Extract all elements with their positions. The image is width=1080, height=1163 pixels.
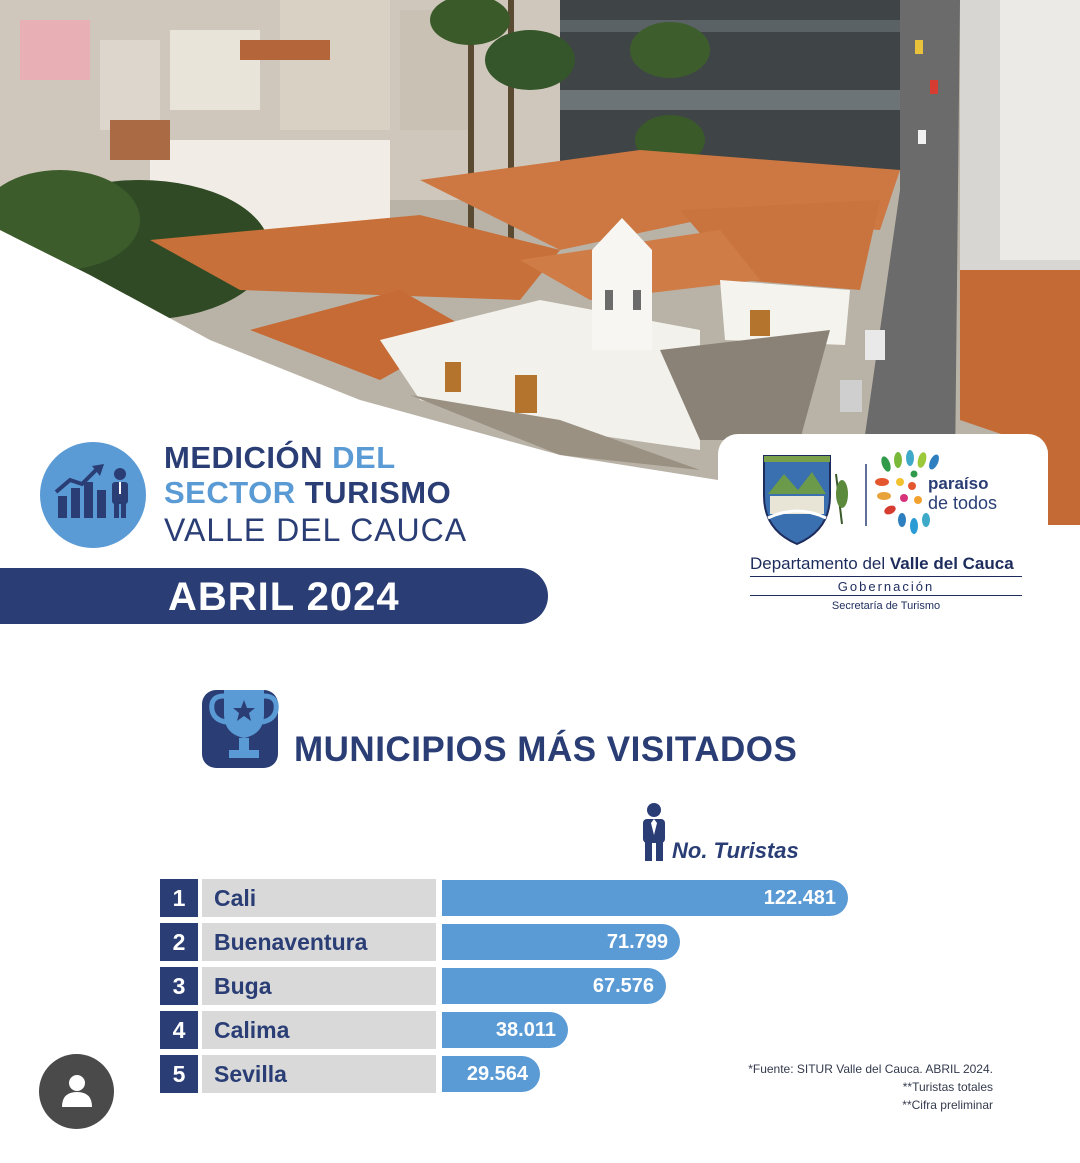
preliminary-note: **Cifra preliminar bbox=[902, 1098, 993, 1112]
brand-line-1: paraíso bbox=[928, 474, 989, 493]
section-title: MUNICIPIOS MÁS VISITADOS bbox=[294, 730, 798, 769]
data-label: 67.576 bbox=[592, 975, 654, 997]
data-label: 29.564 bbox=[466, 1063, 528, 1085]
bar bbox=[442, 968, 666, 1004]
bar bbox=[442, 924, 680, 960]
report-title-block bbox=[40, 440, 560, 555]
department-prefix: Departamento del bbox=[750, 554, 886, 573]
data-label: 71.799 bbox=[606, 931, 668, 953]
brand-line-2: de todos bbox=[928, 493, 998, 513]
category-label: Buenaventura bbox=[202, 923, 436, 961]
month-banner-text: ABRIL 2024 bbox=[168, 575, 400, 619]
bar bbox=[442, 1056, 540, 1092]
title-word-turismo: TURISMO bbox=[304, 475, 452, 510]
title-word-medicion: MEDICIÓN bbox=[164, 440, 323, 475]
bar bbox=[442, 880, 848, 916]
category-label: Sevilla bbox=[202, 1055, 436, 1093]
department-name bbox=[750, 554, 1014, 574]
rank-label: 5 bbox=[160, 1055, 198, 1093]
rank-label: 1 bbox=[160, 879, 198, 917]
chart-row-4 bbox=[160, 1011, 860, 1049]
footnotes bbox=[748, 1060, 993, 1114]
title-word-del: DEL bbox=[332, 440, 396, 475]
trophy-icon bbox=[202, 690, 278, 768]
category-label: Calima bbox=[202, 1011, 436, 1049]
source-note: *Fuente: SITUR Valle del Cauca. ABRIL 2024. bbox=[748, 1062, 993, 1076]
month-banner bbox=[0, 568, 548, 624]
title-word-sector: SECTOR bbox=[164, 475, 296, 510]
rank-label: 3 bbox=[160, 967, 198, 1005]
secretaria-label: Secretaría de Turismo bbox=[831, 600, 941, 612]
data-label: 38.011 bbox=[495, 1019, 556, 1041]
department-bold: Valle del Cauca bbox=[889, 554, 1014, 573]
profile-button[interactable] bbox=[39, 1054, 114, 1129]
user-icon bbox=[61, 1074, 93, 1108]
chart-row-1 bbox=[160, 879, 860, 917]
title-line-2 bbox=[164, 475, 451, 511]
title-line-3: VALLE DEL CAUCA bbox=[164, 512, 468, 548]
data-label: 122.481 bbox=[763, 887, 836, 909]
government-logo bbox=[718, 434, 1048, 629]
coat-of-arms-and-brand-logo bbox=[718, 434, 1048, 554]
rank-label: 4 bbox=[160, 1011, 198, 1049]
bar bbox=[442, 1012, 568, 1048]
rank-label: 2 bbox=[160, 923, 198, 961]
chart-row-3 bbox=[160, 967, 860, 1005]
gobernacion-label: Gobernación bbox=[750, 576, 1022, 596]
statistics-icon bbox=[40, 442, 146, 548]
total-tourists-note: **Turistas totales bbox=[902, 1080, 993, 1094]
category-label: Buga bbox=[202, 967, 436, 1005]
column-header-tourists: No. Turistas bbox=[672, 838, 799, 863]
person-icon bbox=[640, 803, 668, 866]
chart-row-2 bbox=[160, 923, 860, 961]
title-line-1 bbox=[164, 440, 396, 476]
category-label: Cali bbox=[202, 879, 436, 917]
